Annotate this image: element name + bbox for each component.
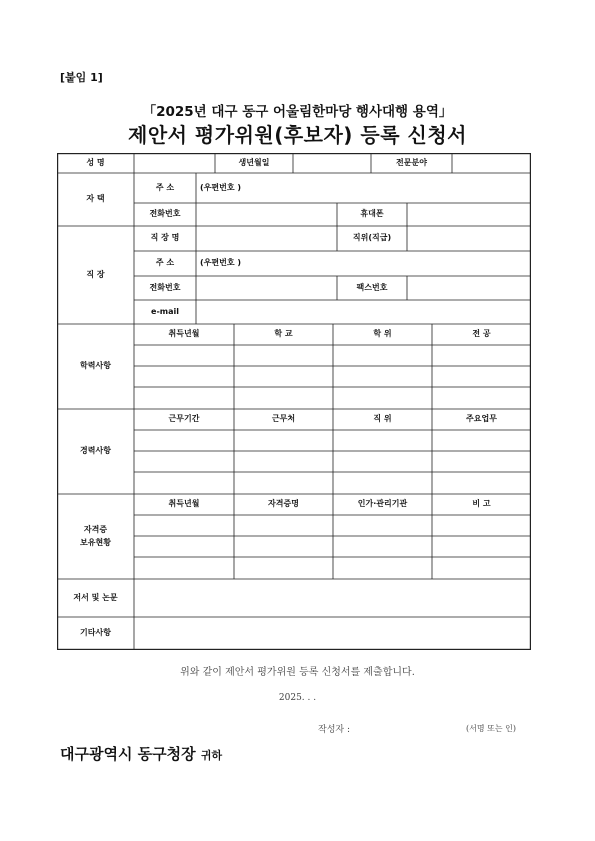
- publications-label: 저서 및 논문: [73, 592, 118, 602]
- addressee-name: 대구광역시 동구청장: [60, 745, 196, 763]
- career-header-workplace: 근무처: [271, 414, 296, 424]
- career-header-period: 근무기간: [168, 414, 200, 424]
- document-title: 제안서 평가위원(후보자) 등록 신청서: [128, 123, 467, 147]
- career-header-duties: 주요업무: [466, 414, 497, 424]
- writer-label: 작성자 :: [318, 725, 350, 735]
- home-postal-code-label: (우편번호 ): [200, 182, 242, 192]
- work-phone-label: 전화번호: [149, 282, 181, 292]
- submission-statement: 위와 같이 제안서 평가위원 등록 신청서를 제출합니다.: [180, 667, 415, 678]
- education-header-degree: 학 위: [373, 329, 392, 339]
- submission-date: 2025. . .: [278, 693, 317, 703]
- license-section-label: 자격증 보유현황: [80, 524, 111, 547]
- position-label: 직위(직급): [352, 233, 392, 243]
- specialty-label: 전문분야: [396, 157, 427, 167]
- career-header-position: 직 위: [373, 414, 392, 424]
- name-label: 성 명: [86, 157, 105, 167]
- education-section-label: 학력사항: [80, 361, 111, 371]
- license-header-name: 자격증명: [268, 499, 299, 509]
- email-label: e-mail: [151, 306, 179, 316]
- home-phone-label: 전화번호: [149, 209, 181, 219]
- work-address-label: 주 소: [155, 258, 175, 268]
- registration-form: [57, 153, 531, 650]
- education-header-major: 전 공: [472, 329, 491, 339]
- fax-label: 팩스번호: [356, 282, 388, 292]
- license-header-date: 취득년월: [168, 499, 200, 509]
- license-header-authority: 인가·관리기관: [357, 499, 408, 509]
- birth-date-label: 생년월일: [238, 157, 270, 167]
- work-postal-code-label: (우편번호 ): [200, 258, 242, 268]
- workplace-name-label: 직 장 명: [150, 233, 180, 243]
- home-address-label: 주 소: [155, 182, 175, 192]
- career-section-label: 경력사항: [80, 446, 111, 456]
- home-section-label: 자 택: [86, 194, 105, 204]
- signature-label: (서명 또는 인): [466, 724, 516, 733]
- addressee: [60, 743, 222, 764]
- education-header-date: 취득년월: [168, 329, 200, 339]
- license-header-remarks: 비 고: [472, 499, 491, 509]
- other-notes-label: 기타사항: [80, 628, 111, 638]
- work-section-label: 직 장: [86, 269, 105, 279]
- attachment-label: [붙임 1]: [60, 71, 103, 84]
- addressee-honorific: 귀하: [200, 749, 223, 762]
- education-header-school: 학 교: [274, 329, 293, 339]
- mobile-label: 휴대폰: [360, 209, 384, 219]
- document-subtitle: 「2025년 대구 동구 어울림한마당 행사대행 용역」: [142, 104, 453, 120]
